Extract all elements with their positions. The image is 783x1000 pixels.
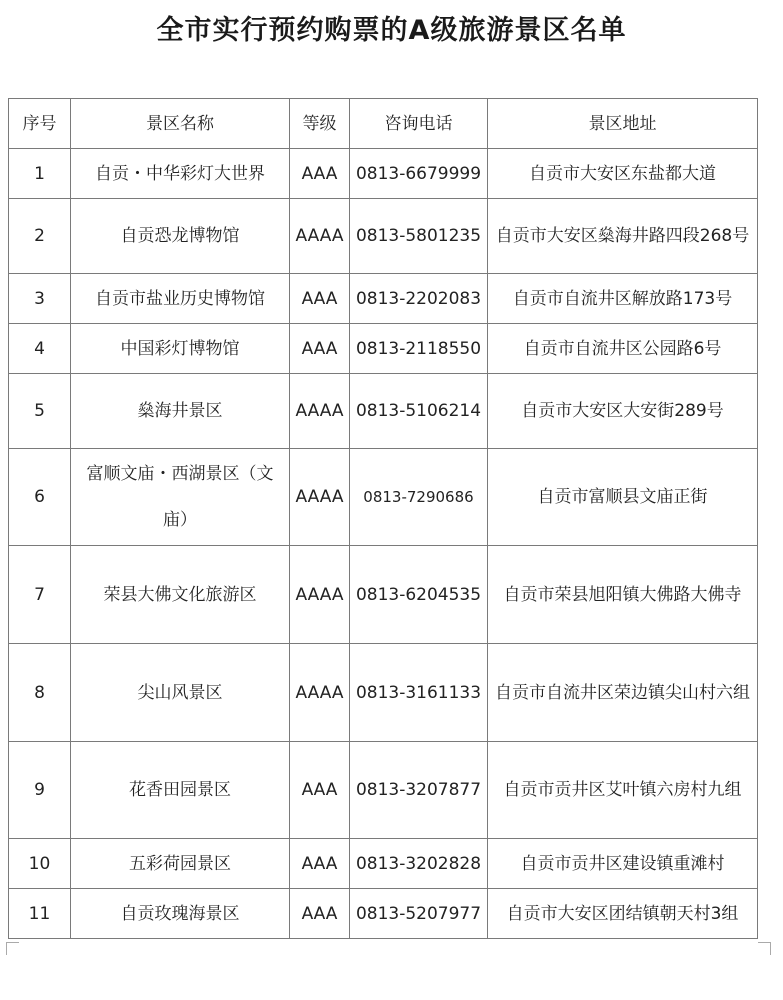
row-address: 自贡市自流井区公园路6号 — [488, 324, 758, 374]
row-name: 自贡市盐业历史博物馆 — [71, 274, 290, 324]
row-address: 自贡市大安区大安街289号 — [488, 374, 758, 449]
row-phone: 0813-7290686 — [350, 449, 488, 546]
row-level: AAAA — [290, 546, 350, 644]
row-name: 自贡・中华彩灯大世界 — [71, 149, 290, 199]
header-level: 等级 — [290, 99, 350, 149]
table-row — [9, 742, 758, 839]
row-name: 花香田园景区 — [71, 742, 290, 839]
row-address: 自贡市大安区团结镇朝天村3组 — [488, 889, 758, 939]
table-row — [9, 839, 758, 889]
row-level: AAAA — [290, 374, 350, 449]
table-row — [9, 889, 758, 939]
row-level: AAA — [290, 324, 350, 374]
row-no: 5 — [9, 374, 71, 449]
row-level: AAA — [290, 274, 350, 324]
row-phone: 0813-5801235 — [350, 199, 488, 274]
row-name: 中国彩灯博物馆 — [71, 324, 290, 374]
row-address: 自贡市自流井区荣边镇尖山村六组 — [488, 644, 758, 742]
row-address: 自贡市富顺县文庙正街 — [488, 449, 758, 546]
row-no: 4 — [9, 324, 71, 374]
row-no: 1 — [9, 149, 71, 199]
table-header-row — [9, 99, 758, 149]
scenic-area-table — [8, 98, 758, 939]
table-row — [9, 199, 758, 274]
row-address: 自贡市荣县旭阳镇大佛路大佛寺 — [488, 546, 758, 644]
page-title: 全市实行预约购票的A级旅游景区名单 — [156, 15, 627, 46]
row-no: 3 — [9, 274, 71, 324]
row-name: 荣县大佛文化旅游区 — [71, 546, 290, 644]
row-address: 自贡市自流井区解放路173号 — [488, 274, 758, 324]
table-row — [9, 149, 758, 199]
row-level: AAAA — [290, 199, 350, 274]
row-phone: 0813-3207877 — [350, 742, 488, 839]
table-row — [9, 546, 758, 644]
row-no: 2 — [9, 199, 71, 274]
table-row — [9, 449, 758, 546]
row-phone: 0813-2202083 — [350, 274, 488, 324]
header-phone: 咨询电话 — [350, 99, 488, 149]
row-level: AAAA — [290, 644, 350, 742]
header-address: 景区地址 — [488, 99, 758, 149]
row-no: 11 — [9, 889, 71, 939]
row-name: 自贡玫瑰海景区 — [71, 889, 290, 939]
row-phone: 0813-5207977 — [350, 889, 488, 939]
table-row — [9, 324, 758, 374]
row-address: 自贡市贡井区建设镇重滩村 — [488, 839, 758, 889]
row-no: 10 — [9, 839, 71, 889]
row-no: 6 — [9, 449, 71, 546]
row-address: 自贡市贡井区艾叶镇六房村九组 — [488, 742, 758, 839]
page-corner-mark-right — [758, 942, 771, 955]
row-address: 自贡市大安区燊海井路四段268号 — [488, 199, 758, 274]
row-phone: 0813-6679999 — [350, 149, 488, 199]
header-no: 序号 — [9, 99, 71, 149]
row-name: 富顺文庙・西湖景区（文庙） — [71, 449, 290, 546]
row-phone: 0813-2118550 — [350, 324, 488, 374]
row-name: 燊海井景区 — [71, 374, 290, 449]
page-corner-mark-left — [6, 942, 19, 955]
row-name: 自贡恐龙博物馆 — [71, 199, 290, 274]
row-phone: 0813-5106214 — [350, 374, 488, 449]
row-address: 自贡市大安区东盐都大道 — [488, 149, 758, 199]
row-no: 8 — [9, 644, 71, 742]
row-name: 尖山风景区 — [71, 644, 290, 742]
table-row — [9, 644, 758, 742]
row-level: AAA — [290, 889, 350, 939]
row-phone: 0813-6204535 — [350, 546, 488, 644]
row-no: 7 — [9, 546, 71, 644]
row-level: AAA — [290, 839, 350, 889]
row-level: AAA — [290, 149, 350, 199]
row-name: 五彩荷园景区 — [71, 839, 290, 889]
header-name: 景区名称 — [71, 99, 290, 149]
table-row — [9, 374, 758, 449]
row-level: AAA — [290, 742, 350, 839]
row-no: 9 — [9, 742, 71, 839]
row-phone: 0813-3161133 — [350, 644, 488, 742]
row-phone: 0813-3202828 — [350, 839, 488, 889]
row-level: AAAA — [290, 449, 350, 546]
table-row — [9, 274, 758, 324]
